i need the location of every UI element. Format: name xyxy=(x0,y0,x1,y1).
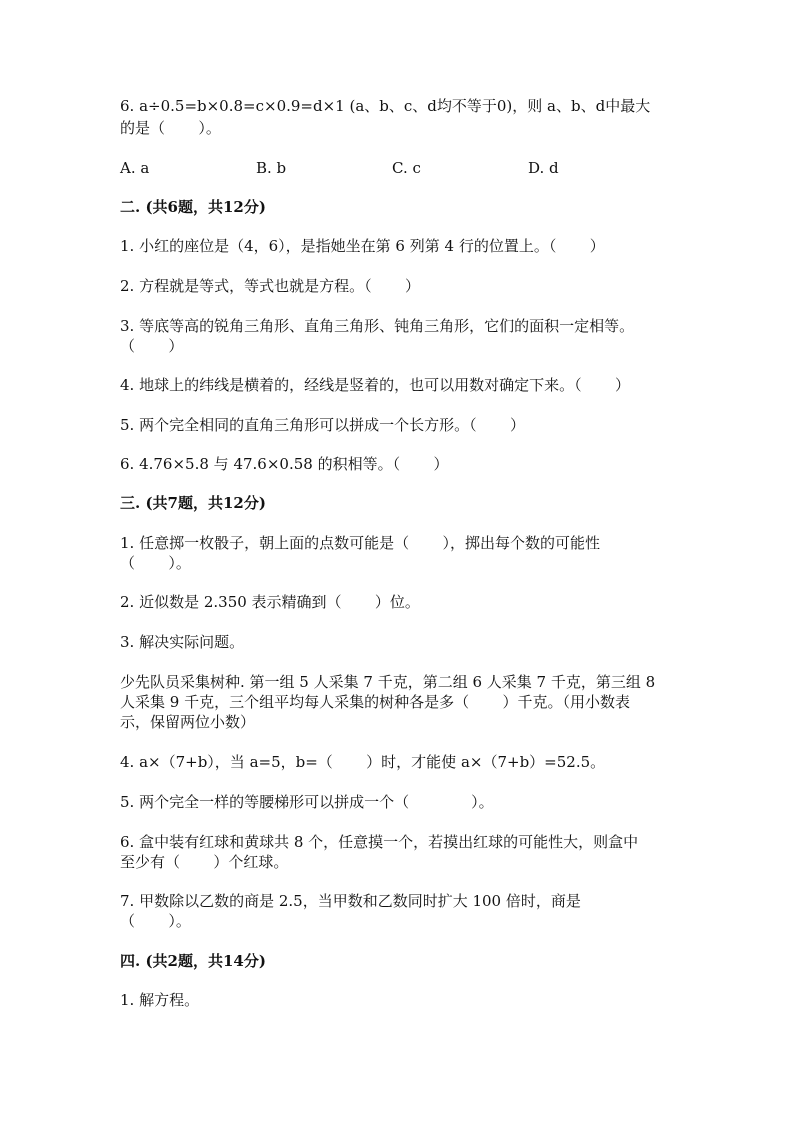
section-2-item-6: 6. 4.76×5.8 与 47.6×0.58 的积相等。（ ） xyxy=(120,455,449,473)
section-2-item-1: 1. 小红的座位是（4，6），是指她坐在第 6 列第 4 行的位置上。（ ） xyxy=(120,237,605,255)
section-3-item-3-problem-line-3: 示，保留两位小数） xyxy=(120,713,256,731)
section-3-item-6-line-2: 至少有（ ）个红球。 xyxy=(120,853,289,871)
section-3-item-2: 2. 近似数是 2.350 表示精确到（ ）位。 xyxy=(120,593,420,611)
option-a: A. a xyxy=(120,159,150,177)
option-d: D. d xyxy=(528,159,559,177)
section-3-item-1-line-2: （ ）。 xyxy=(120,554,191,572)
section-3-item-6-line-1: 6. 盒中装有红球和黄球共 8 个，任意摸一个，若摸出红球的可能性大，则盒中 xyxy=(120,833,639,851)
section-2-item-3-line-1: 3. 等底等高的锐角三角形、直角三角形、钝角三角形，它们的面积一定相等。 xyxy=(120,317,635,335)
section-2-item-4: 4. 地球上的纬线是横着的，经线是竖着的，也可以用数对确定下来。（ ） xyxy=(120,376,630,394)
section-3-item-5: 5. 两个完全一样的等腰梯形可以拼成一个（ ）。 xyxy=(120,793,494,811)
section-3-heading: 三. (共7题，共12分) xyxy=(120,494,266,512)
section-3-item-1-line-1: 1. 任意掷一枚骰子，朝上面的点数可能是（ ），掷出每个数的可能性 xyxy=(120,534,600,552)
section-2-item-3-line-2: （ ） xyxy=(120,337,184,355)
section-3-item-3-problem-line-2: 人采集 9 千克，三个组平均每人采集的树种各是多（ ）千克。（用小数表 xyxy=(120,693,630,711)
option-b: B. b xyxy=(256,159,287,177)
section-4-heading: 四. (共2题，共14分) xyxy=(120,952,266,970)
question-6-line-1: 6. a÷0.5=b×0.8=c×0.9=d×1 (a、b、c、d均不等于0)，则 a、b、d中最大 xyxy=(120,97,651,115)
section-2-item-2: 2. 方程就是等式，等式也就是方程。（ ） xyxy=(120,277,420,295)
section-3-item-3-problem-line-1: 少先队员采集树种. 第一组 5 人采集 7 千克，第二组 6 人采集 7 千克，第三组 8 xyxy=(120,673,656,691)
section-3-item-7-line-2: （ ）。 xyxy=(120,912,191,930)
section-3-item-3: 3. 解决实际问题。 xyxy=(120,633,245,651)
section-2-heading: 二. (共6题，共12分) xyxy=(120,198,266,216)
section-4-item-1: 1. 解方程。 xyxy=(120,991,200,1009)
section-3-item-4: 4. a×（7+b），当 a=5，b=（ ）时，才能使 a×（7+b）=52.5。 xyxy=(120,753,606,771)
section-3-item-7-line-1: 7. 甲数除以乙数的商是 2.5，当甲数和乙数同时扩大 100 倍时，商是 xyxy=(120,892,581,910)
option-c: C. c xyxy=(392,159,421,177)
question-6-line-2: 的是（ ）。 xyxy=(120,119,221,137)
section-2-item-5: 5. 两个完全相同的直角三角形可以拼成一个长方形。（ ） xyxy=(120,416,525,434)
